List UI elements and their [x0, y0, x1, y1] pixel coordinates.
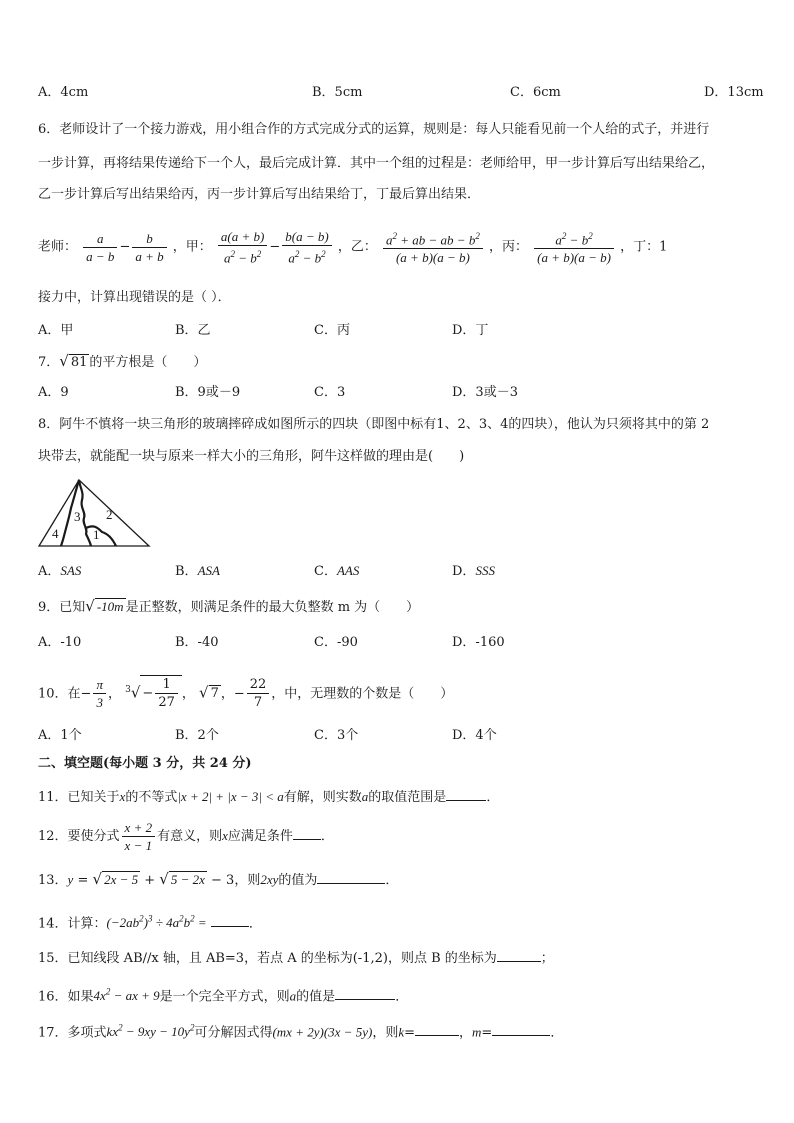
option-b: B．5cm [312, 85, 363, 100]
q9-stem: 9．已知√ -10m 是正整数，则满足条件的最大负整数 m 为（ ） [38, 597, 420, 615]
q10-option-d: D．4个 [452, 728, 497, 743]
ding-label: ，丁：1 [620, 239, 668, 255]
q8-line2: 块带去，就能配一块与原来一样大小的三角形，阿牛这样做的理由是( ) [38, 449, 465, 464]
q6-line1: 6．老师设计了一个接力游戏，用小组合作的方式完成分式的运算，规则是：每人只能看见前一个人给的式子，并进行 [38, 122, 710, 137]
option-a: A．4cm [38, 85, 89, 100]
q16-stem: 16．如果$4x^2$ − ax + 9是一个完全平方式，则a的值是 ． [38, 987, 409, 1005]
section-heading: 二、填空题(每小题 3 分，共 24 分) [38, 756, 252, 771]
q7-option-d: D．3或－3 [452, 385, 518, 400]
q6-line3: 乙一步计算后写出结果给丙，丙一步计算后写出结果给丁，丁最后算出结果． [38, 187, 481, 202]
q10-option-b: B．2个 [175, 728, 219, 743]
q8-option-a: A．SAS [38, 563, 82, 579]
broken-triangle-figure [36, 476, 154, 552]
q15-blank[interactable] [497, 947, 541, 962]
q12-blank[interactable] [293, 825, 321, 840]
q16-blank[interactable] [335, 985, 395, 1000]
q8-line1: 8．阿牛不慎将一块三角形的玻璃摔碎成如图所示的四块（即图中标有1、2、3、4的四块），他认为只须将其中的第 2 [38, 417, 710, 432]
q10-frac-27: $\frac{1}{27}$ [155, 676, 178, 711]
option-d: D．13cm [704, 85, 764, 100]
q7-option-a: A．9 [38, 385, 69, 400]
q9-option-d: D．-160 [452, 635, 505, 650]
q17-blank-m[interactable] [492, 1021, 550, 1036]
q6-ask: 接力中，计算出现错误的是（ ）． [38, 290, 231, 305]
q12-stem: 12．要使分式 $\frac{x + 2}{x - 1}$ 有意义，则x应满足条件 ． [38, 820, 334, 853]
q17-stem: 17．多项式$kx^2 - 9xy - 10y^2$可分解因式得(mx + 2y)(3x − 5y)，则k= ，m= ． [38, 1023, 564, 1041]
q10-stem: 10．在− $\frac{\pi}{3}$ ， $^3$√ − $\frac{1}{27}$ ， √ 7 ，− $\frac{22}{7}$ ，中，无理数的个数是（ ） [38, 677, 454, 711]
option-c: C．6cm [510, 85, 561, 100]
q8-option-b: B．ASA [175, 563, 220, 579]
q6-option-b: B．乙 [175, 323, 211, 338]
q6-option-a: A．甲 [38, 323, 74, 338]
yi-frac: $\frac{a^2 + ab - ab - b^2}{(a + b)(a - b)}$ [383, 228, 483, 266]
q6-expressions: 老师： $\frac{a}{a - b}$ − $\frac{b}{a + b}$ ，甲： $\frac{a(a + b)}{a^2 - b^2}$ − $\frac{b(a - b)}{a^2 - b^2}$ ，乙： $\frac{a^2 + ab - ab - b^2}{(a + b)(a - b)}$ ，丙： $\frac{a^2 - b^2}{(a + b)(a - b)}$ ，丁：1 [38, 229, 668, 266]
q9-option-a: A．-10 [38, 635, 82, 650]
q13-blank[interactable] [317, 869, 385, 884]
q9-option-c: C．-90 [314, 635, 358, 650]
q13-stem: 13．y = √ 2x − 5 + √ 5 − 2x − 3，则2xy的值为 ． [38, 870, 399, 888]
q6-line2: 一步计算，再将结果传递给下一个人，最后完成计算．其中一个组的过程是：老师给甲，甲一步计算后写出结果给乙， [38, 156, 715, 171]
q7-option-c: C．3 [314, 385, 346, 400]
bing-label: ，丙： [488, 239, 528, 255]
q7-stem: 7．√ 81 的平方根是（ ） [38, 352, 207, 370]
q11-stem: 11．已知关于x的不等式|x + 2| + |x − 3| < a有解，则实数a的取值范围是 ． [38, 786, 499, 807]
q6-option-c: C．丙 [314, 323, 350, 338]
q9-option-b: B．-40 [175, 635, 219, 650]
q14-stem: 14．计算：$(-2ab^2)^3 \div 4a^2b^2$ = ． [38, 914, 262, 932]
q10-frac-22: $\frac{22}{7}$ [247, 676, 270, 711]
q14-blank[interactable] [211, 912, 249, 927]
q11-blank[interactable] [446, 786, 486, 801]
q6-option-d: D．丁 [452, 323, 489, 338]
q10-frac-pi: $\frac{\pi}{3}$ [93, 676, 106, 711]
q17-blank-k[interactable] [415, 1021, 459, 1036]
figure-label-3: 3 [74, 509, 81, 524]
yi-label: ，乙： [337, 239, 377, 255]
figure-label-1: 1 [93, 527, 100, 542]
teacher-frac-2: $\frac{b}{a + b}$ [132, 230, 166, 265]
q8-option-d: D．SSS [452, 563, 495, 579]
teacher-frac-1: $\frac{a}{a - b}$ [83, 230, 117, 265]
q12-frac: $\frac{x + 2}{x - 1}$ [122, 819, 156, 854]
bing-frac: $\frac{a^2 - b^2}{(a + b)(a - b)}$ [534, 228, 614, 266]
q8-option-c: C．AAS [314, 563, 360, 579]
q7-option-b: B．9或－9 [175, 385, 241, 400]
figure-label-2: 2 [106, 507, 113, 522]
q15-stem: 15．已知线段 AB//x 轴，且 AB=3，若点 A 的坐标为(-1,2)，则点 B 的坐标为 ； [38, 947, 554, 968]
jia-label: ，甲： [172, 239, 212, 255]
jia-frac-2: $\frac{b(a - b)}{a^2 - b^2}$ [282, 228, 331, 266]
q10-option-c: C．3个 [314, 728, 359, 743]
q9-radicand: -10m [96, 599, 124, 614]
teacher-label: 老师： [38, 239, 78, 255]
q10-option-a: A．1个 [38, 728, 82, 743]
jia-frac-1: $\frac{a(a + b)}{a^2 - b^2}$ [218, 228, 267, 266]
q7-radicand: 81 [70, 355, 88, 370]
figure-label-4: 4 [52, 526, 59, 541]
